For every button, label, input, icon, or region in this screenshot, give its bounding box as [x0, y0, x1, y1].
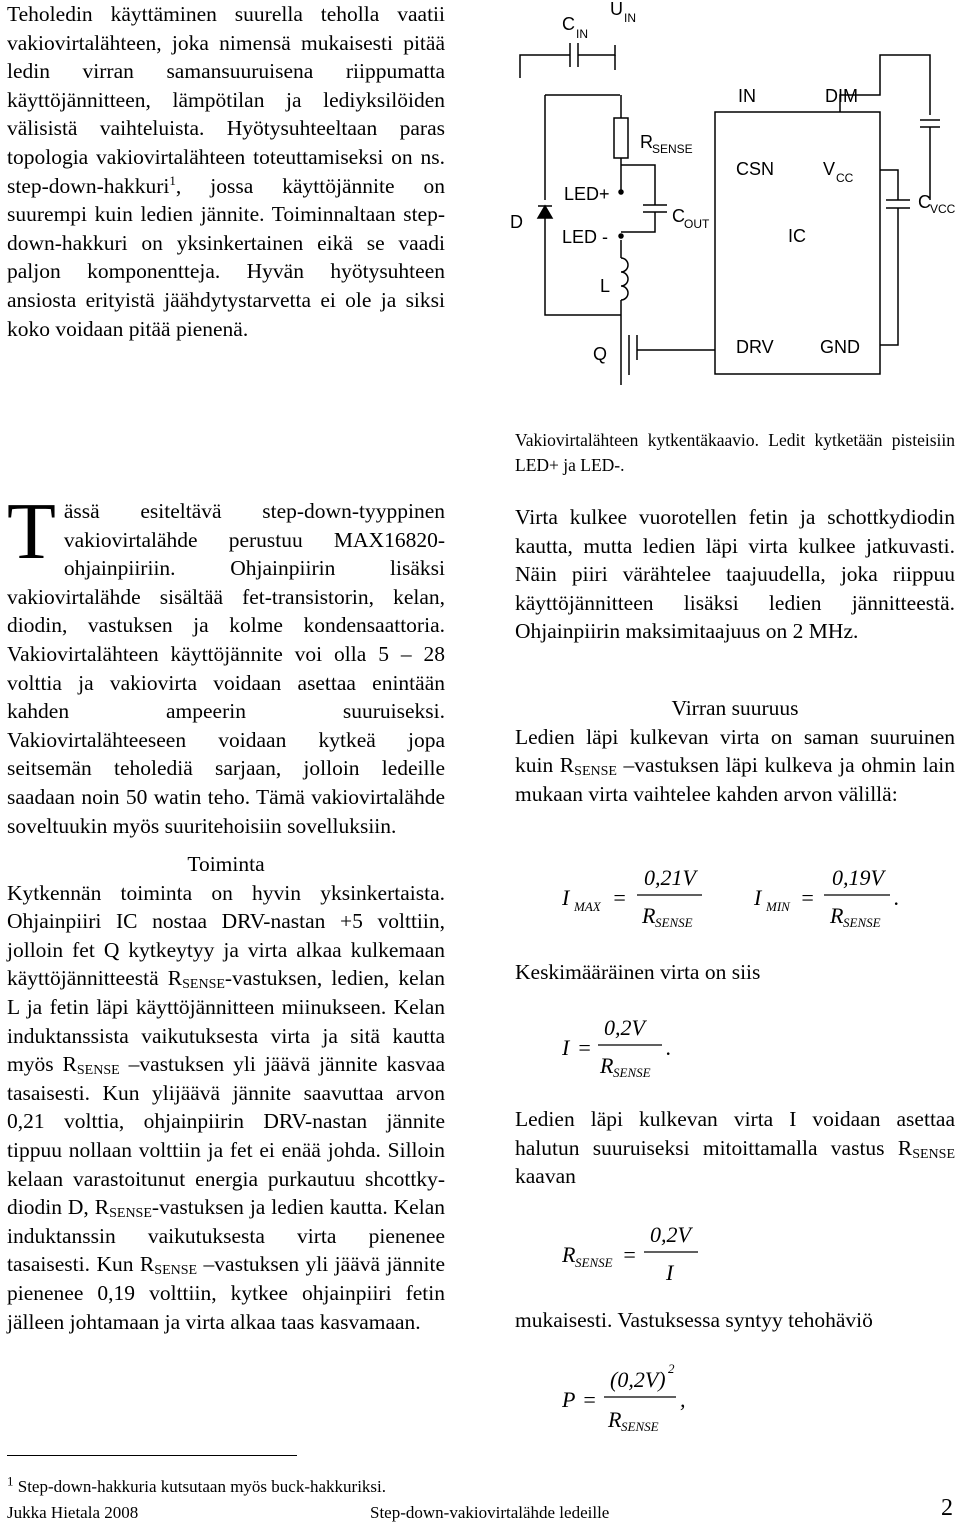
svg-text:=: =: [582, 1387, 597, 1412]
svg-text:D: D: [510, 212, 523, 232]
svg-text:=: =: [622, 1242, 637, 1267]
svg-text:MIN: MIN: [766, 899, 790, 914]
footer-title: Step-down-vakiovirtalähde ledeille: [370, 1503, 610, 1522]
svg-text:=: =: [577, 1035, 592, 1060]
svg-text:IC: IC: [788, 226, 806, 246]
svg-text:I: I: [562, 1035, 570, 1060]
svg-text:GND: GND: [820, 337, 860, 357]
svg-text:IN: IN: [576, 27, 588, 41]
svg-text:2: 2: [668, 1361, 675, 1376]
svg-text:SENSE: SENSE: [613, 1065, 651, 1080]
svg-text:.: .: [666, 1035, 672, 1060]
svg-text:R: R: [562, 1242, 576, 1267]
svg-text:LED+: LED+: [564, 184, 610, 204]
svg-text:I: I: [562, 885, 570, 910]
footnote-ref[interactable]: 1: [169, 172, 176, 188]
right-column-body: [515, 503, 955, 646]
footnote-rule: [7, 1455, 297, 1456]
dropcap-letter: T: [7, 488, 56, 576]
section-virran-suuruus: [515, 694, 955, 808]
svg-text:0,2V: 0,2V: [604, 1015, 645, 1040]
svg-text:I: I: [754, 885, 762, 910]
svg-text:R: R: [600, 1053, 614, 1078]
equation-power: [562, 1357, 742, 1447]
svg-text:0,2V: 0,2V: [650, 1222, 691, 1247]
page-number: 2: [941, 1495, 953, 1521]
svg-text:P: P: [562, 1387, 576, 1412]
svg-text:U: U: [610, 0, 623, 19]
svg-text:R: R: [830, 903, 844, 928]
svg-text:.: .: [894, 885, 900, 910]
intro-paragraph: Teholedin käyttäminen suurella teholla vaatii vakiovirtalähteen, joka nimensä mukaisesti pitää ledin virran samansuuruisena riippumatta käyttöjännitteen, lämpötilan ja lediyksilöiden välisistä vaihteluista. Hyötysuhteeltaan paras topologia vakiovirtalähteen toteuttamiseksi on ns. step-down-hakkuri$^1$, jossa käyttöjännite on suurempi kuin ledien jännite. Toiminnaltaan step-down-hakkuri on yksinkertainen eikä se vaadi paljon komponentteja. Hyvän hyötysuhteen ansiosta erityistä jäähdytystarvetta ei ole ja siksi koko voidaan pitää pienenä.: [7, 2, 445, 341]
svg-text:=: =: [612, 885, 627, 910]
paragraph-virta: Virta kulkee vuorotellen fetin ja schottkydiodin kautta, mutta ledien läpi virta kulkee jatkuvasti. Näin piiri värähtelee taajuudella, joka riippuu käyttöjännitteen lisäksi ledien jännitteestä. Ohjainpiirin maksimitaajuus on 2 MHz.: [515, 505, 955, 644]
paragraph-keskimaarainen: Keskimääräinen virta on siis: [515, 960, 761, 984]
svg-text:C: C: [672, 206, 685, 226]
svg-text:C: C: [562, 14, 575, 34]
section-title-virran: Virran suuruus: [671, 696, 799, 720]
svg-text:Q: Q: [593, 344, 608, 364]
paragraph-ledien-lapi: Ledien läpi kulkevan virta I voidaan asettaa halutun suuruiseksi mitoittamalla vastus $R_{SENSE}$ kaavan: [515, 1107, 955, 1189]
svg-text:I: I: [666, 1260, 674, 1285]
svg-text:0,21V: 0,21V: [644, 865, 696, 890]
svg-text:L: L: [600, 276, 611, 296]
left-column-body: [7, 488, 445, 840]
equation-rsense: [562, 1212, 742, 1297]
svg-text:CSN: CSN: [736, 159, 775, 179]
equation-i: [562, 1005, 722, 1090]
svg-text:IN: IN: [738, 86, 756, 106]
svg-text:R: R: [608, 1407, 622, 1432]
footnote-mark: 1: [7, 1473, 14, 1489]
footer-author: Jukka Hietala 2008: [7, 1503, 139, 1522]
svg-text:LED -: LED -: [562, 227, 609, 247]
svg-text:,: ,: [680, 1387, 686, 1412]
svg-text:SENSE: SENSE: [575, 1255, 613, 1270]
section-title-toiminta: Toiminta: [187, 852, 265, 876]
page-footer: [7, 1495, 955, 1523]
svg-text:MAX: MAX: [574, 899, 601, 914]
footnote: $^1$ Step-down-hakkuria kutsutaan myös buck-hakkuriksi.: [7, 1473, 387, 1496]
paragraph-ledien: Ledien läpi kulkevan virta on saman suuruinen kuin $R_{SENSE}$ –vastuksen läpi kulkeva ja ohmin lain mukaan virta vaihtelee kahden arvon välillä:: [515, 724, 955, 806]
svg-text:=: =: [800, 885, 815, 910]
svg-text:C: C: [918, 192, 931, 212]
svg-text:VCC: VCC: [930, 202, 956, 216]
svg-text:DIM: DIM: [825, 86, 858, 106]
svg-text:SENSE: SENSE: [652, 142, 693, 156]
paragraph-mukaisesti: mukaisesti. Vastuksessa syntyy tehohäviö: [515, 1308, 873, 1332]
dropcap-paragraph: Tässä esiteltävä step-down-tyyppinen vakiovirtalähde perustuu MAX16820-ohjainpiiriin. Ohjainpiirin lisäksi vakiovirtalähde sisältää fet-transistorin, kelan, diodin, vastuksen ja kolme kondensaattoria. Vakiovirtalähteen käyttöjännite voi olla 5 – 28 volttia ja vakiovirta voidaan asettaa enintään kahden ampeerin suuruiseksi. Vakiovirtalähteeseen voidaan kytkeä jopa seitsemän teholediä sarjaan, jolloin ledeille saadaan noin 50 watin teho. Tämä vakiovirtalähde soveltuukin myös suuritehoisiin sovelluksiin.: [7, 488, 445, 838]
svg-text:V: V: [823, 159, 836, 179]
left-column: [7, 0, 445, 343]
svg-text:0,19V: 0,19V: [832, 865, 884, 890]
svg-text:DRV: DRV: [736, 337, 774, 357]
svg-text:(0,2V): (0,2V): [610, 1367, 666, 1392]
svg-text:IN: IN: [624, 11, 636, 25]
section-toiminta: [7, 850, 445, 1336]
svg-text:SENSE: SENSE: [655, 915, 693, 930]
svg-text:R: R: [640, 132, 653, 152]
circuit-caption: Vakiovirtalähteen kytkentäkaavio. Ledit kytketään pisteisiin LED+ ja LED-.: [515, 430, 955, 475]
svg-text:SENSE: SENSE: [843, 915, 881, 930]
circuit-diagram: [500, 0, 960, 400]
toiminta-paragraph: Kytkennän toiminta on hyvin yksinkertaista. Ohjainpiiri IC nostaa DRV-nastan +5 volttiin, jolloin fet Q kytkeytyy ja virta alkaa kulkemaan käyttöjännitteestä $R_{SENSE}$-vastuksen, ledien, kelan L ja fetin läpi käyttöjännitteen miinukseen. Kelan induktanssista vaikutuksesta virta ja sitä kautta myös $R_{SENSE}$ –vastuksen yli jäävä jännite kasvaa tasaisesti. Kun ylijäävä jännite saavuttaa arvon 0,21 volttia, ohjainpiirin DRV-nastan jännite tippuu nollaan volttiin ja fet ei enää johda. Silloin kelaan varastoitunut energia purkautuu shcottky-diodin D, $R_{SENSE}$-vastuksen ja ledien kautta. Kelan induktanssin vaikutuksesta virta pienenee tasaisesti. Kun $R_{SENSE}$ –vastuksen yli jäävä jännite pienenee 0,19 volttiin, kytkee ohjainpiiri fetin jälleen johtamaan ja virta alkaa taas kasvamaan.: [7, 880, 446, 1334]
svg-text:R: R: [642, 903, 656, 928]
svg-text:SENSE: SENSE: [621, 1419, 659, 1434]
svg-text:CC: CC: [836, 171, 854, 185]
svg-text:OUT: OUT: [684, 217, 710, 231]
equation-imax: [562, 855, 942, 941]
